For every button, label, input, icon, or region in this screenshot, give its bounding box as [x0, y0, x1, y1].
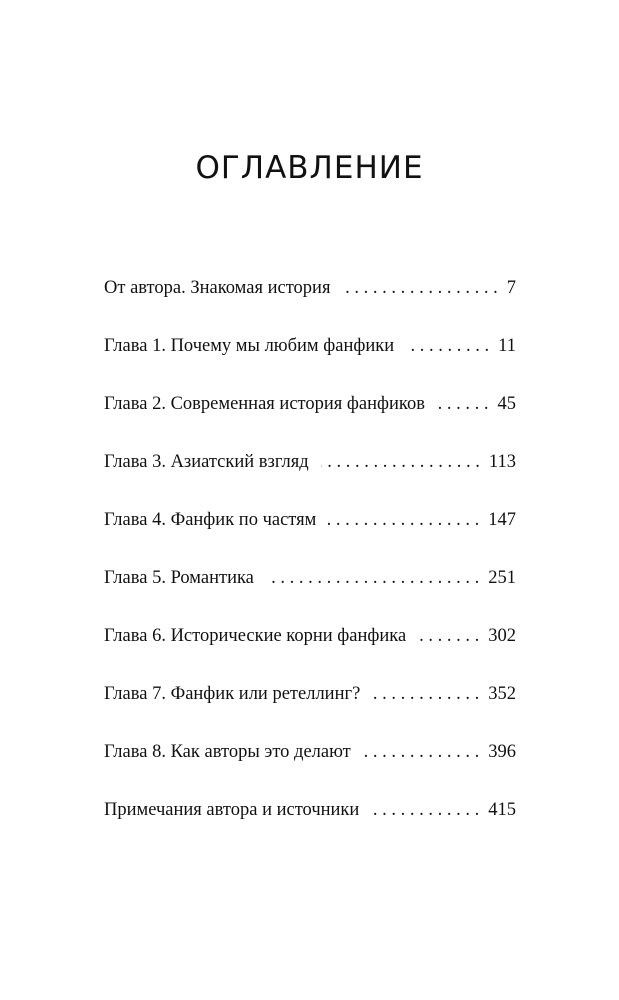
- page-title: ОГЛАВЛЕНИЕ: [195, 150, 424, 186]
- toc-entry: [104, 800, 516, 858]
- toc-entry-page: 45: [497, 394, 516, 414]
- toc-entry-label: Глава 8. Как авторы это делают: [104, 742, 351, 762]
- toc-entry: [104, 394, 516, 452]
- toc-entry: [104, 452, 516, 510]
- toc-entry-label: Глава 7. Фанфик или ретеллинг?: [104, 684, 361, 704]
- toc-entry-label: Глава 5. Романтика: [104, 568, 254, 588]
- dot-leader: [321, 452, 480, 473]
- dot-leader: [418, 626, 479, 647]
- dot-leader: [328, 510, 479, 531]
- toc-entry-page: 302: [488, 626, 516, 646]
- toc-entry-page: 11: [498, 336, 516, 356]
- dot-leader: [372, 684, 479, 705]
- toc-entry-label: Глава 4. Фанфик по частям: [104, 510, 317, 530]
- toc-entry-page: 7: [506, 278, 516, 298]
- dot-leader: [406, 336, 489, 357]
- dot-leader: [371, 800, 479, 821]
- toc-entry-label: Глава 2. Современная история фанфиков: [104, 394, 425, 414]
- dot-leader: [342, 278, 497, 299]
- toc-entry: [104, 568, 516, 626]
- toc-entry-label: Примечания автора и источники: [104, 800, 360, 820]
- toc-entry-page: 415: [488, 800, 516, 820]
- toc-entry-label: От автора. Знакомая история: [104, 278, 331, 298]
- toc-entry: [104, 626, 516, 684]
- toc-entry: [104, 684, 516, 742]
- toc-entry-page: 113: [488, 452, 516, 472]
- toc-entry-page: 147: [488, 510, 516, 530]
- toc-entry-label: Глава 3. Азиатский взгляд: [104, 452, 309, 472]
- toc-entry: [104, 336, 516, 394]
- dot-leader: [437, 394, 489, 415]
- toc-entry: [104, 510, 516, 568]
- table-of-contents: [104, 278, 516, 858]
- toc-entry-label: Глава 1. Почему мы любим фанфики: [104, 336, 395, 356]
- toc-entry: [104, 742, 516, 800]
- toc-entry: [104, 278, 516, 336]
- toc-entry-page: 352: [488, 684, 516, 704]
- dot-leader: [363, 742, 479, 763]
- dot-leader: [266, 568, 479, 589]
- toc-entry-page: 396: [488, 742, 516, 762]
- toc-entry-label: Глава 6. Исторические корни фанфика: [104, 626, 407, 646]
- toc-entry-page: 251: [488, 568, 516, 588]
